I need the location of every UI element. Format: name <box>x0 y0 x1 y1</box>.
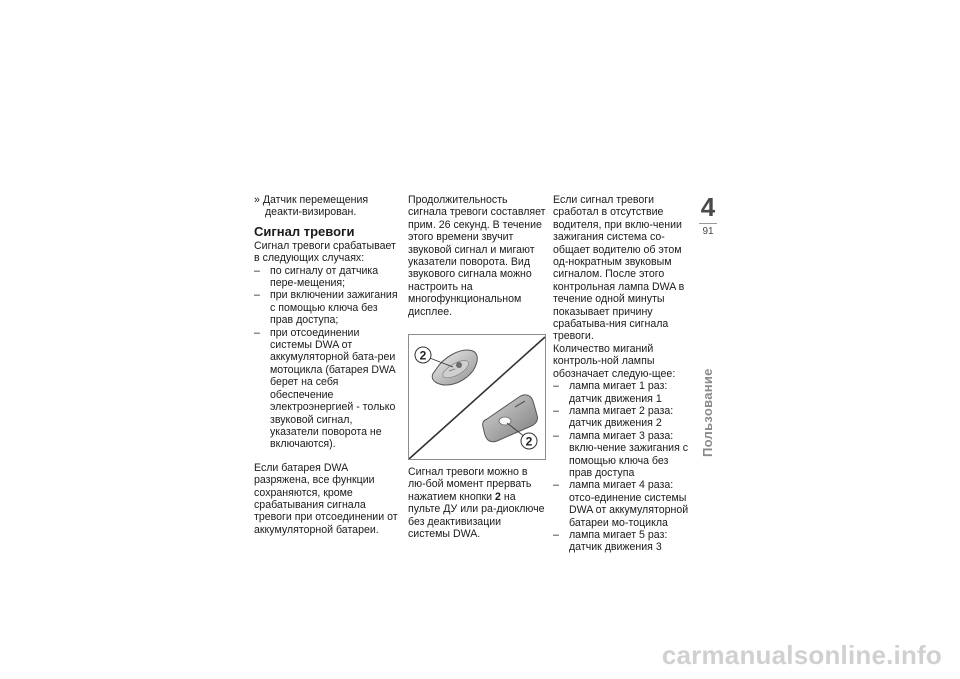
chapter-label <box>699 357 719 457</box>
page-number: 91 <box>702 226 714 237</box>
lead-paragraph: Сигнал тревоги срабатывает в следующих случаях: <box>254 239 396 265</box>
duration-paragraph: Продолжительность сигнала тревоги составляет прим. 26 секунд. В течение этого времени звучит звуковой сигнал и мигают указатели поворота. Вид звукового сигнала можно настроить на многофункциональном дисплее. <box>408 194 546 318</box>
text-column-3 <box>553 194 690 554</box>
alarm-triggered-paragraph: Если сигнал тревоги сработал в отсутствие водителя, при вклю-чении зажигания система со-общает водителю об этом од-нократным звуковым сигналом. После этого контрольная лампа DWA в течение одной минуты показывает причину срабатыва-ния сигнала тревоги. <box>553 194 685 343</box>
section-heading: Сигнал тревоги <box>254 223 355 239</box>
list-item: – лампа мигает 3 раза: вклю-чение зажигания с помощью ключа без прав доступа <box>553 430 690 480</box>
chapter-title: Пользование <box>700 368 715 457</box>
list-item: – лампа мигает 4 раза: отсо-единение системы DWA от аккумуляторной батареи мо-тоцикла <box>553 479 690 529</box>
battery-paragraph: Если батарея DWA разряжена, все функции сохраняются, кроме срабатывания сигнала тревоги при отсоединении от аккумуляторной батареи. <box>254 461 398 536</box>
text-column-2 <box>408 194 546 541</box>
watermark: carmanualsonline.info <box>661 640 942 670</box>
button-key-label: 2 <box>495 490 501 503</box>
trigger-list <box>254 265 401 451</box>
remote-key-figure <box>408 334 546 460</box>
list-item: – лампа мигает 5 раз: датчик движения 3 <box>553 529 690 554</box>
remote-key-illustration <box>409 335 545 459</box>
radio-key-icon <box>432 350 477 385</box>
list-item: – при отсоединении системы DWA от аккумуляторной бата-реи мотоцикла (батарея DWA берет на себя обеспечение электроэнергией - только звуковой сигнал, указатели поворота не включаются). <box>254 327 401 451</box>
list-item: – по сигналу от датчика пере-мещения; <box>254 265 401 290</box>
chapter-number: 4 <box>700 192 716 222</box>
chapter-marker <box>695 192 721 238</box>
interrupt-text-after: на пульте ДУ или ра-диоключе без деактивизации системы DWA. <box>408 490 545 541</box>
interrupt-text-before: Сигнал тревоги можно в лю-бой момент прервать нажатием кнопки <box>408 466 532 503</box>
text-column-1 <box>254 194 401 536</box>
interrupt-paragraph <box>408 466 546 540</box>
callout-label-top: 2 <box>419 348 427 363</box>
list-item: – лампа мигает 1 раз: датчик движения 1 <box>553 380 690 405</box>
status-note: » Датчик перемещения деакти-визирован. <box>254 194 369 219</box>
callout-label-bottom: 2 <box>525 434 533 449</box>
blink-count-paragraph: Количество миганий контроль-ной лампы обозначает следую-щее: <box>553 342 676 380</box>
chapter-divider <box>699 223 717 224</box>
list-item: – лампа мигает 2 раза: датчик движения 2 <box>553 405 690 430</box>
blink-code-list <box>553 380 690 554</box>
list-item: – при включении зажигания с помощью ключа без прав доступа; <box>254 289 401 326</box>
